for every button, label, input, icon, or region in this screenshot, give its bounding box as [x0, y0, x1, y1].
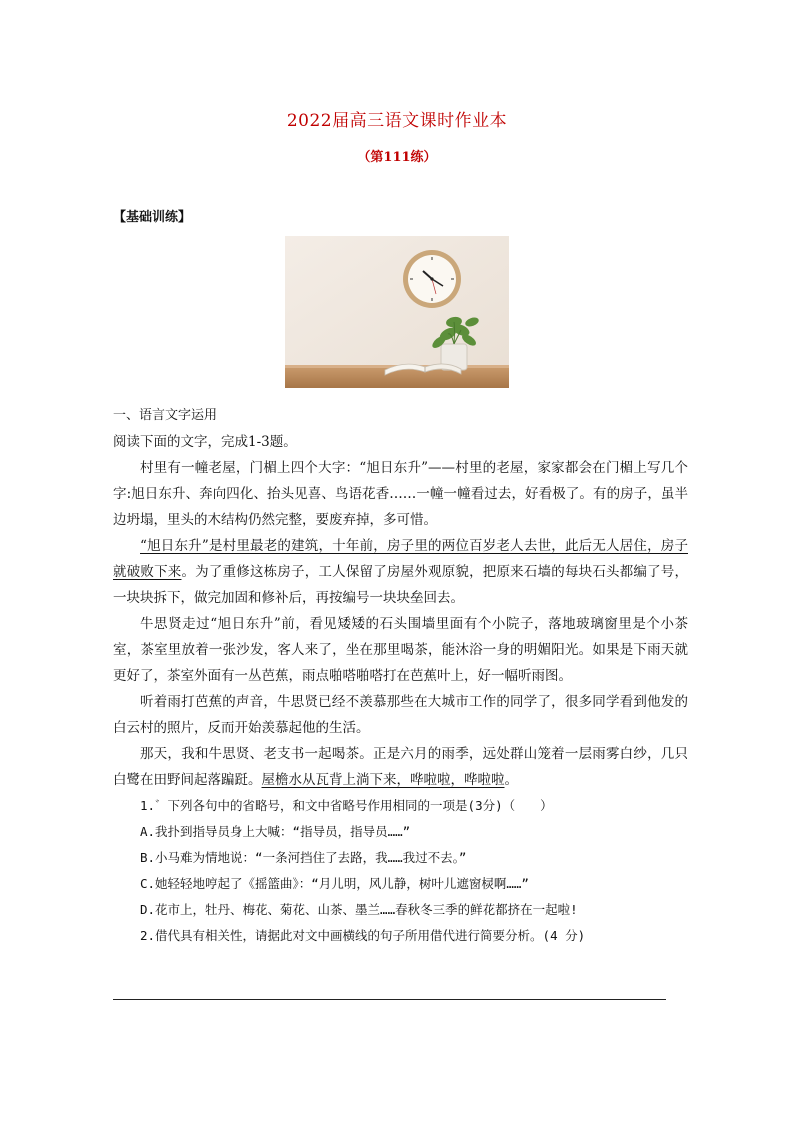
document-title: 2022届高三语文课时作业本 — [286, 111, 508, 131]
question-1-option-d: D.花市上，牡丹、梅花、菊花、山茶、墨兰……春秋冬三季的鲜花都挤在一起啦! — [140, 902, 578, 917]
passage-paragraph-5 — [113, 741, 688, 793]
paragraph-2-rest: 。为了重修这栋房子，工人保留了房屋外观原貌，把原来石墙的每块石头都编了号，一块块拆下，做完加固和修补后，再按编号一块块垒回去。 — [113, 564, 689, 606]
passage-paragraph-1: 村里有一幢老屋，门楣上四个大字：“旭日东升”——村里的老屋，家家都会在门楣上写几个字:旭日东升、奔向四化、抬头见喜、鸟语花香……一幢一幢看过去，好看极了。有的房子，虽半边坍塌，里头的木结构仍然完整，要废弃掉，多可惜。 — [113, 460, 688, 528]
question-1-option-b: B.小马难为情地说：“一条河挡住了去路，我……我过不去。” — [140, 850, 467, 865]
paragraph-5-end: 。 — [504, 772, 518, 788]
underlined-sentence-2: 屋檐水从瓦背上淌下来，哗啦啦，哗啦啦 — [261, 772, 505, 788]
passage-paragraph-3: 牛思贤走过“旭日东升”前，看见矮矮的石头围墙里面有个小院子，落地玻璃窗里是个小茶室，茶室里放着一张沙发，客人来了，坐在那里喝茶，能沐浴一身的明媚阳光。如果是下雨天就更好了，茶室外面有一丛芭蕉，雨点啪嗒啪嗒打在芭蕉叶上，好一幅听雨图。 — [113, 616, 688, 684]
section-label: 【基础训练】 — [113, 210, 192, 225]
passage-paragraph-2 — [113, 533, 688, 611]
paragraph-5-start: 那天，我和牛思贤、老支书一起喝茶。正是六月的雨季，远处群山笼着一层雨雾白纱，几只白鹭在田野间起落蹁跹。 — [113, 746, 688, 788]
passage-paragraph-4: 听着雨打芭蕉的声音，牛思贤已经不羡慕那些在大城市工作的同学了，很多同学看到他发的白云村的照片，反而开始羡慕起他的生活。 — [113, 694, 688, 736]
question-1: 1.゛下列各句中的省略号，和文中省略号作用相同的一项是(3分)（ ） — [140, 798, 553, 813]
passage-body — [113, 429, 688, 949]
document-subtitle: （第111练） — [357, 150, 437, 165]
part-heading: 一、语言文字运用 — [113, 408, 218, 423]
question-1-option-a: A.我扑到指导员身上大喊：“指导员，指导员……” — [140, 824, 411, 839]
instruction-text: 阅读下面的文字，完成1-3题。 — [113, 434, 297, 450]
clock-plant-book-photo — [285, 236, 509, 388]
answer-line[interactable] — [113, 999, 666, 1000]
question-2: 2.借代具有相关性，请据此对文中画横线的句子所用借代进行简要分析。(4 分) — [140, 928, 586, 943]
question-1-option-c: C.她轻轻地哼起了《摇篮曲》：“月儿明，风儿静，树叶儿遮窗棂啊……” — [140, 876, 529, 891]
underlined-sentence-1: “旭日东升”是村里最老的建筑，十年前，房子里的两位百岁老人去世，此后无人居住，房子就破败下来 — [113, 538, 688, 580]
